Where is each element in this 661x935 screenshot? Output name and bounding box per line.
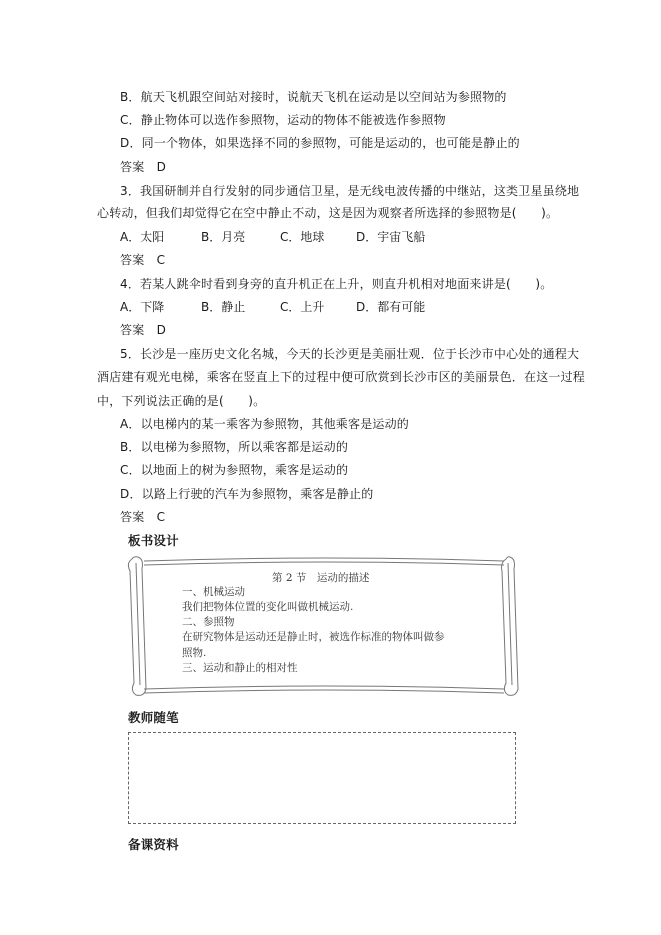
q5-stem-line1: 5．长沙是一座历史文化名城，今天的长沙更是美丽壮观．位于长沙市中心处的通程大: [120, 347, 580, 361]
q5-option-a: A．以电梯内的某一乘客为参照物，其他乘客是运动的: [120, 417, 410, 431]
q2-option-c: C．静止物体可以选作参照物，运动的物体不能被选作参照物: [120, 113, 446, 127]
board-item-1: 一、机械运动: [182, 586, 245, 598]
board-item-3: 二、参照物: [182, 616, 235, 628]
teacher-notes-box: [128, 732, 516, 824]
board-item-6: 三、运动和静止的相对性: [182, 662, 298, 674]
q3-stem-line2: 心转动，但我们却觉得它在空中静止不动，这是因为观察者所选择的参照物是( )。: [97, 206, 559, 220]
q4-option-d: D．都有可能: [356, 300, 426, 314]
board-design-heading: 板书设计: [128, 533, 179, 548]
q5-stem-line2: 酒店建有观光电梯，乘客在竖直上下的过程中便可欣赏到长沙市区的美丽景色．在这一过程: [97, 370, 586, 384]
q5-stem-line3: 中，下列说法正确的是( )。: [97, 394, 266, 408]
q2-option-b: B．航天飞机跟空间站对接时，说航天飞机在运动是以空间站为参照物的: [120, 90, 507, 104]
q5-option-c: C．以地面上的树为参照物，乘客是运动的: [120, 463, 349, 477]
q2-answer: 答案 D: [120, 160, 167, 174]
lesson-prep-heading: 备课资料: [128, 837, 179, 852]
teacher-notes-heading: 教师随笔: [128, 710, 179, 725]
board-item-4: 在研究物体是运动还是静止时，被选作标准的物体叫做参: [182, 631, 445, 643]
board-item-2: 我们把物体位置的变化叫做机械运动.: [182, 601, 354, 613]
q4-option-b: B．静止: [201, 300, 246, 314]
q4-option-a: A．下降: [120, 300, 165, 314]
q3-stem-line1: 3．我国研制并自行发射的同步通信卫星，是无线电波传播的中继站，这类卫星虽绕地: [120, 184, 580, 198]
q2-option-d: D．同一个物体，如果选择不同的参照物，可能是运动的，也可能是静止的: [120, 136, 520, 150]
q4-option-c: C．上升: [280, 300, 325, 314]
q5-option-b: B．以电梯为参照物，所以乘客都是运动的: [120, 440, 349, 454]
q3-option-a: A．太阳: [120, 230, 165, 244]
q4-answer: 答案 D: [120, 323, 167, 337]
q3-answer: 答案 C: [120, 253, 166, 267]
board-scroll: [124, 553, 522, 698]
board-title: 第 2 节 运动的描述: [272, 572, 370, 584]
board-item-5: 照物.: [182, 647, 207, 659]
q3-option-c: C．地球: [280, 230, 325, 244]
q4-stem: 4．若某人跳伞时看到身旁的直升机正在上升，则直升机相对地面来讲是( )。: [120, 277, 553, 291]
q5-option-d: D．以路上行驶的汽车为参照物，乘客是静止的: [120, 487, 374, 501]
q5-answer: 答案 C: [120, 510, 166, 524]
q3-option-b: B．月亮: [201, 230, 246, 244]
q3-option-d: D．宇宙飞船: [356, 230, 426, 244]
